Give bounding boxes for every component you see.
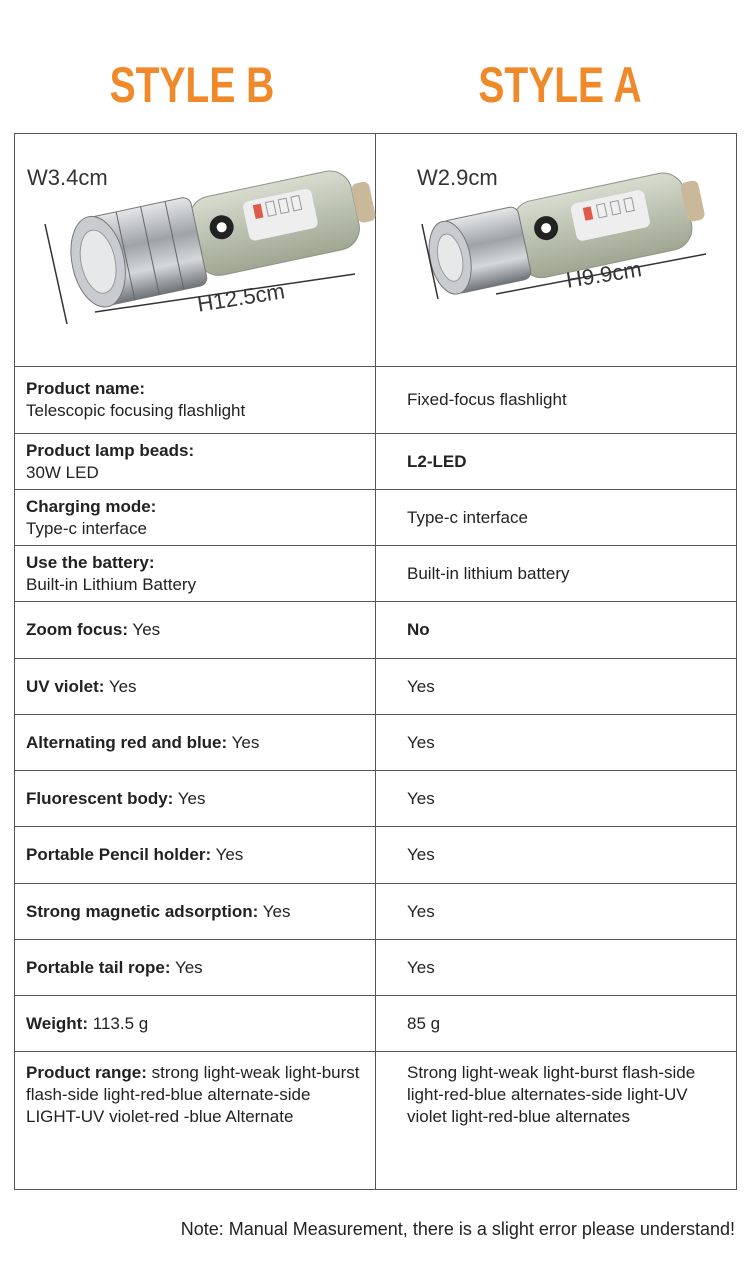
row-value-b: Yes bbox=[108, 676, 137, 696]
style-b-cell bbox=[15, 602, 376, 659]
image-row bbox=[15, 134, 737, 367]
table-row bbox=[15, 940, 737, 996]
style-b-flashlight-image bbox=[15, 134, 376, 367]
row-value-a: Yes bbox=[407, 901, 435, 921]
style-b-image-cell bbox=[15, 134, 376, 367]
style-a-cell bbox=[376, 659, 737, 715]
row-value-b: Yes bbox=[231, 732, 260, 752]
style-headers bbox=[0, 0, 750, 133]
style-a-cell bbox=[376, 996, 737, 1052]
style-b-width-label: W3.4cm bbox=[27, 165, 108, 190]
table-row bbox=[15, 771, 737, 827]
row-value-b: Type-c interface bbox=[26, 518, 147, 538]
row-value-a: Fixed-focus flashlight bbox=[407, 390, 567, 409]
style-b-cell bbox=[15, 659, 376, 715]
style-a-cell bbox=[376, 884, 737, 940]
row-value-b: Yes bbox=[174, 957, 203, 977]
style-b-height-label: H12.5cm bbox=[195, 278, 287, 317]
style-b-cell bbox=[15, 996, 376, 1052]
row-value-a: Yes bbox=[407, 788, 435, 808]
row-value-b: Built-in Lithium Battery bbox=[26, 574, 197, 594]
row-value-b: Yes bbox=[262, 901, 291, 921]
style-b-title: STYLE B bbox=[109, 57, 275, 113]
row-label: Product range: bbox=[26, 1063, 147, 1082]
style-b-cell bbox=[15, 940, 376, 996]
row-value-b: 113.5 g bbox=[92, 1013, 149, 1033]
row-label: Use the battery: bbox=[26, 552, 155, 572]
row-value-a: Built-in lithium battery bbox=[407, 563, 570, 583]
table-row bbox=[15, 490, 737, 546]
row-value-a: Yes bbox=[407, 676, 435, 696]
row-value-a: Yes bbox=[407, 732, 435, 752]
style-b-cell bbox=[15, 434, 376, 490]
table-row bbox=[15, 434, 737, 490]
style-a-cell bbox=[376, 367, 737, 434]
style-a-width-label: W2.9cm bbox=[417, 165, 498, 190]
measurement-note: Note: Manual Measurement, there is a slight error please understand! bbox=[180, 1219, 735, 1239]
row-value-b: strong light-weak light-burst flash-side light-red-blue alternate-side LIGHT-UV violet-red -blue Alternate bbox=[26, 1063, 360, 1126]
style-b-cell bbox=[15, 367, 376, 434]
row-label: Zoom focus: bbox=[26, 620, 128, 639]
row-value-b: Yes bbox=[177, 788, 206, 808]
row-value-a: Yes bbox=[407, 957, 435, 977]
style-a-cell bbox=[376, 715, 737, 771]
style-a-cell bbox=[376, 490, 737, 546]
style-a-cell bbox=[376, 940, 737, 996]
table-row bbox=[15, 884, 737, 940]
style-b-cell bbox=[15, 884, 376, 940]
row-value-a: L2-LED bbox=[407, 451, 467, 471]
style-a-cell bbox=[376, 771, 737, 827]
row-label: Alternating red and blue: bbox=[26, 732, 228, 752]
row-value-b: Yes bbox=[215, 845, 244, 864]
row-value-b: Telescopic focusing flashlight bbox=[26, 401, 246, 420]
style-a-image-cell bbox=[376, 134, 737, 367]
style-a-title: STYLE A bbox=[478, 57, 642, 113]
style-a-flashlight-image bbox=[376, 134, 737, 367]
row-label: Product name: bbox=[26, 379, 146, 398]
style-b-cell bbox=[15, 715, 376, 771]
style-a-cell bbox=[376, 434, 737, 490]
row-value-a: No bbox=[407, 620, 430, 639]
style-a-height-label: H9.9cm bbox=[564, 256, 644, 293]
style-b-cell bbox=[15, 771, 376, 827]
row-value-a: Type-c interface bbox=[407, 507, 528, 527]
table-row bbox=[15, 546, 737, 602]
table-row bbox=[15, 1052, 737, 1190]
style-a-cell bbox=[376, 1052, 737, 1190]
table-row bbox=[15, 715, 737, 771]
row-label: Portable Pencil holder: bbox=[26, 845, 212, 864]
row-value-b: 30W LED bbox=[26, 462, 99, 482]
style-b-cell bbox=[15, 490, 376, 546]
style-a-cell bbox=[376, 546, 737, 602]
comparison-table bbox=[14, 133, 737, 1190]
row-label: Weight: bbox=[26, 1013, 89, 1033]
row-value-a: Yes bbox=[407, 845, 435, 864]
style-b-cell bbox=[15, 827, 376, 884]
row-label: Product lamp beads: bbox=[26, 440, 195, 460]
row-label: Charging mode: bbox=[26, 496, 157, 516]
style-b-cell bbox=[15, 546, 376, 602]
style-b-cell bbox=[15, 1052, 376, 1190]
table-row bbox=[15, 367, 737, 434]
row-value-b: Yes bbox=[132, 620, 161, 639]
row-value-a: 85 g bbox=[407, 1013, 441, 1033]
table-row bbox=[15, 659, 737, 715]
row-label: UV violet: bbox=[26, 676, 105, 696]
row-label: Strong magnetic adsorption: bbox=[26, 901, 259, 921]
row-value-a: Strong light-weak light-burst flash-side light-red-blue alternates-side light-UV violet light-red-blue alternates bbox=[407, 1063, 696, 1126]
row-label: Portable tail rope: bbox=[26, 957, 171, 977]
row-label: Fluorescent body: bbox=[26, 788, 174, 808]
style-a-cell bbox=[376, 602, 737, 659]
style-a-cell bbox=[376, 827, 737, 884]
table-row bbox=[15, 996, 737, 1052]
table-row bbox=[15, 827, 737, 884]
table-row bbox=[15, 602, 737, 659]
